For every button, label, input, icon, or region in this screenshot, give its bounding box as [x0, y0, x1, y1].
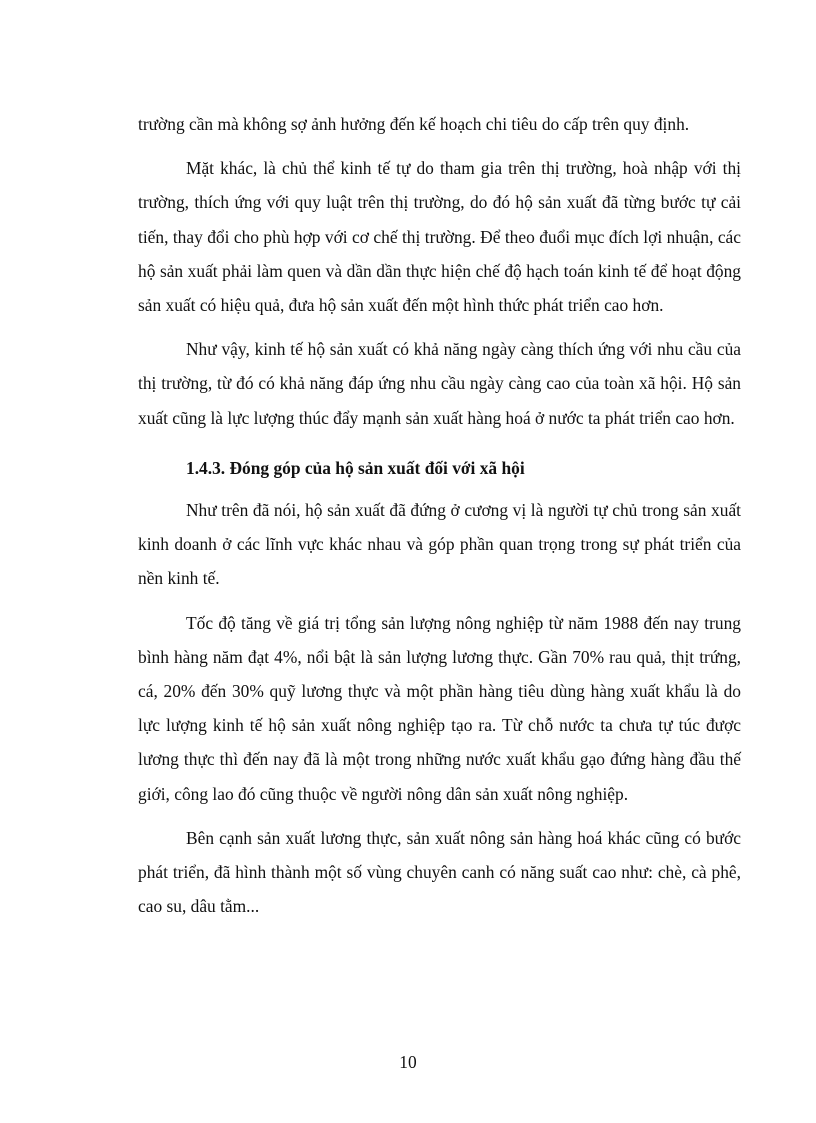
- section-heading: 1.4.3. Đóng góp của hộ sản xuất đối với xã hội: [186, 457, 525, 478]
- paragraph-role-summary: Như trên đã nói, hộ sản xuất đã đứng ở cương vị là người tự chủ trong sản xuất kinh doanh ở các lĩnh vực khác nhau và góp phần quan trọng trong sự phát triển của nền kinh tế.: [138, 500, 741, 589]
- paragraph-market-demand: Như vậy, kinh tế hộ sản xuất có khả năng ngày càng thích ứng với nhu cầu của thị trường, từ đó có khả năng đáp ứng nhu cầu ngày càng cao của toàn xã hội. Hộ sản xuất cũng là lực lượng thúc đẩy mạnh sản xuất hàng hoá ở nước ta phát triển cao hơn.: [138, 339, 741, 428]
- paragraph-growth-statistics: Tốc độ tăng về giá trị tổng sản lượng nông nghiệp từ năm 1988 đến nay trung bình hàng năm đạt 4%, nổi bật là sản lượng lương thực. Gần 70% rau quả, thịt trứng, cá, 20% đến 30% quỹ lương thực và một phần hàng tiêu dùng hàng xuất khẩu là do lực lượng kinh tế hộ sản xuất nông nghiệp tạo ra. Từ chỗ nước ta chưa tự túc được lương thực thì đến nay đã là một trong những nước xuất khẩu gạo đứng hàng đầu thế giới, công lao đó cũng thuộc về người nông dân sản xuất nông nghiệp.: [138, 612, 741, 804]
- page-number: 10: [399, 1052, 417, 1072]
- paragraph-continuation: trường cần mà không sợ ảnh hưởng đến kế hoạch chi tiêu do cấp trên quy định.: [138, 114, 690, 134]
- paragraph-other-commodities: Bên cạnh sản xuất lương thực, sản xuất nông sản hàng hoá khác cũng có bước phát triển, đã hình thành một số vùng chuyên canh có năng suất cao như: chè, cà phê, cao su, dâu tằm...: [138, 827, 741, 917]
- page-body: [138, 107, 741, 923]
- paragraph-market-adaptation: Mặt khác, là chủ thể kinh tế tự do tham gia trên thị trường, hoà nhập với thị trường, thích ứng với quy luật trên thị trường, do đó hộ sản xuất đã từng bước tự cải tiến, thay đổi cho phù hợp với cơ chế thị trường. Để theo đuổi mục đích lợi nhuận, các hộ sản xuất phải làm quen và dần dần thực hiện chế độ hạch toán kinh tế để hoạt động sản xuất có hiệu quả, đưa hộ sản xuất đến một hình thức phát triển cao hơn.: [138, 158, 741, 316]
